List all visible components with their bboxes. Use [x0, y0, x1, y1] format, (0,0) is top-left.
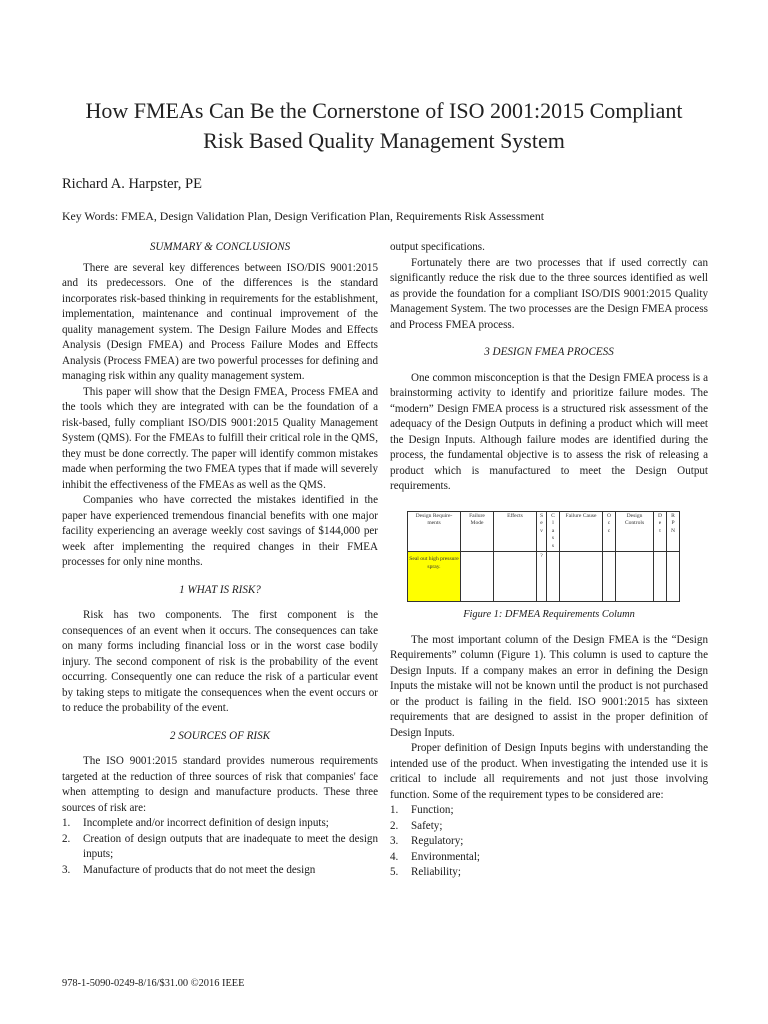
list-text: Reliability; — [411, 866, 461, 878]
figure-1 — [407, 511, 708, 603]
paragraph: One common misconception is that the Design FMEA process is a brainstorming activity to identify and prioritize failure modes. The “modern” Design FMEA process is a structured risk assessment of the adequacy of the Design Outputs in defining a product which will meet the Design Inputs. Although failure modes are identified during the process, the fundamental objective is to assess the risk of releasing a product which is manufactured to meet the Design Output requirements. — [390, 371, 708, 492]
list-number: 3. — [390, 835, 399, 847]
paragraph: This paper will show that the Design FMEA, Process FMEA and the tools which they are integrated with can be the foundation of a risk-based, fully compliant ISO/DIS 9001:2015 Quality Management System (QMS). For the FMEAs to fulfill their critical role in the QMS, they must be done correctly. The paper will identify common mistakes made when performing the two FMEA types that if made will severely inhibit the effectiveness of the FMEAs as well as the QMS. — [62, 385, 378, 491]
list-item — [390, 834, 708, 850]
section-2-heading: 2 SOURCES OF RISK — [169, 729, 271, 742]
header-failure-cause: Failure Cause — [560, 511, 603, 552]
header-letter: R — [671, 512, 675, 519]
left-column — [62, 240, 378, 878]
list-text: Safety; — [411, 819, 443, 832]
table-cell — [616, 552, 654, 602]
list-number: 4. — [390, 850, 399, 863]
figure-caption: Figure 1: DFMEA Requirements Column — [463, 609, 635, 620]
header-detection — [654, 511, 667, 552]
table-row — [408, 552, 680, 602]
table-header-row — [408, 511, 680, 552]
header-rpn — [667, 511, 680, 552]
list-item — [390, 803, 708, 819]
paper-title — [30, 96, 738, 156]
list-number: 1. — [62, 817, 71, 829]
list-text: Regulatory; — [411, 835, 464, 847]
header-letter: t — [659, 527, 661, 534]
paragraph: Companies who have corrected the mistakes identified in the paper have experienced tremendous financial benefits with one major facility experiencing an average weekly cost savings of $144,000 per week after implementing the required changes in their FMEA processes for only nine months. — [62, 494, 378, 568]
severity-cell: ? — [537, 552, 547, 602]
dfmea-table — [407, 511, 680, 603]
header-letter: v — [540, 527, 543, 534]
list-number: 2. — [62, 832, 71, 845]
paragraph: Proper definition of Design Inputs begins with understanding the intended use of the product. When investigating the intended use it is critical to include all requirements and not just those involving function. Some of the requirement types to be considered are: — [390, 742, 708, 801]
paragraph: There are several key differences between ISO/DIS 9001:2015 and its predecessors. One of the differences is the standard incorporates risk-based thinking in requirements for the establishment, implementation, maintenance and continual improvement of the quality management system. The Design Failure Modes and Effects Analysis (Design FMEA) and Process Failure Modes and Effects Analysis (Process FMEA) are two powerful processes for defining and managing risk within any quality management system. — [62, 261, 378, 382]
right-column — [390, 240, 708, 881]
header-letter: c — [607, 520, 611, 526]
header-occurrence — [603, 511, 616, 552]
list-number: 3. — [62, 863, 71, 876]
header-letter: S — [539, 512, 544, 519]
header-failure-mode: Failure Mode — [461, 511, 494, 552]
header-letter: N — [670, 527, 676, 534]
requirement-cell: Seal out high pressure spray. — [408, 552, 461, 602]
list-text: Environmental; — [411, 850, 481, 863]
header-letter: s — [551, 542, 555, 549]
header-letter: a — [551, 527, 555, 534]
list-item — [62, 816, 378, 832]
list-text: Manufacture of products that do not meet the design — [83, 863, 316, 876]
summary-heading: SUMMARY & CONCLUSIONS — [149, 241, 291, 253]
list-text: Incomplete and/or incorrect definition of design inputs; — [83, 817, 329, 829]
paragraph: The ISO 9001:2015 standard provides numerous requirements targeted at the reduction of three sources of risk that companies' face when attempting to design and manufacture products. These three sources of risk are: — [62, 755, 378, 814]
header-class — [547, 511, 560, 552]
list-item — [62, 832, 378, 863]
list-number: 5. — [390, 866, 399, 878]
footer-copyright: 978-1-5090-0249-8/16/$31.00 ©2016 IEEE — [62, 978, 245, 989]
table-cell — [603, 552, 616, 602]
risk-sources-list — [62, 816, 378, 878]
table-cell — [654, 552, 667, 602]
paragraph: Fortunately there are two processes that if used correctly can significantly reduce the risk due to the three sources identified as well as provide the foundation for a compliant ISO/DIS 9001:2015 Quality Management System. The two processes are the Design FMEA process and Process FMEA process. — [390, 256, 708, 331]
list-text: Function; — [411, 804, 454, 816]
requirement-types-list — [390, 803, 708, 881]
header-effects: Effects — [494, 511, 537, 552]
header-severity — [537, 511, 547, 552]
header-letter: D — [657, 512, 663, 519]
list-number: 1. — [390, 804, 399, 816]
paragraph: The most important column of the Design FMEA is the “Design Requirements” column (Figure 1). This column is used to capture the Design Inputs. If a company makes an error in defining the Design Inputs the mistake will not be known until the product is not purchased or the product is failing in the field. ISO 9001:2015 has sixteen requirements that are designed to assist in the proper definition of Design Inputs. — [390, 633, 708, 739]
table-cell — [667, 552, 680, 602]
keywords: Key Words: FMEA, Design Validation Plan, Design Verification Plan, Requirements Risk Assessment — [62, 209, 545, 223]
table-cell — [494, 552, 537, 602]
section-3-heading: 3 DESIGN FMEA PROCESS — [484, 346, 614, 358]
header-design-controls: Design Controls — [616, 511, 654, 552]
paragraph-continued: output specifications. — [390, 241, 485, 253]
header-letter: P — [671, 520, 675, 526]
header-letter: e — [540, 520, 543, 526]
table-cell — [560, 552, 603, 602]
list-item — [390, 850, 708, 866]
header-letter: e — [658, 520, 662, 526]
header-letter: s — [551, 535, 555, 541]
list-number: 2. — [390, 819, 399, 832]
author: Richard A. Harpster, PE — [62, 176, 202, 192]
header-letter: C — [551, 512, 555, 519]
list-item — [390, 865, 708, 881]
list-item — [62, 863, 378, 879]
list-text: Creation of design outputs that are inadequate to meet the design inputs; — [83, 832, 378, 860]
title-line-2: Risk Based Quality Management System — [203, 128, 565, 153]
header-letter: l — [552, 520, 554, 526]
header-design-requirements: Design Require- ments — [408, 511, 461, 552]
table-cell — [547, 552, 560, 602]
title-line-1: How FMEAs Can Be the Cornerstone of ISO 2001:2015 Compliant — [85, 98, 683, 123]
paragraph: Risk has two components. The first component is the consequences of an event when it occurs. The consequences can take on many forms including financial loss or in the worst case bodily injury. The second component of risk is the probability of the event occurring. Consequently one can reduce the risk of a particular event by taking steps to mitigate the consequences when the event occurs or to reduce the probability of the event. — [62, 609, 378, 714]
header-letter: O — [606, 512, 612, 519]
section-1-heading: 1 WHAT IS RISK? — [179, 583, 261, 596]
table-cell — [461, 552, 494, 602]
list-item — [390, 819, 708, 835]
header-letter: c — [607, 527, 611, 534]
